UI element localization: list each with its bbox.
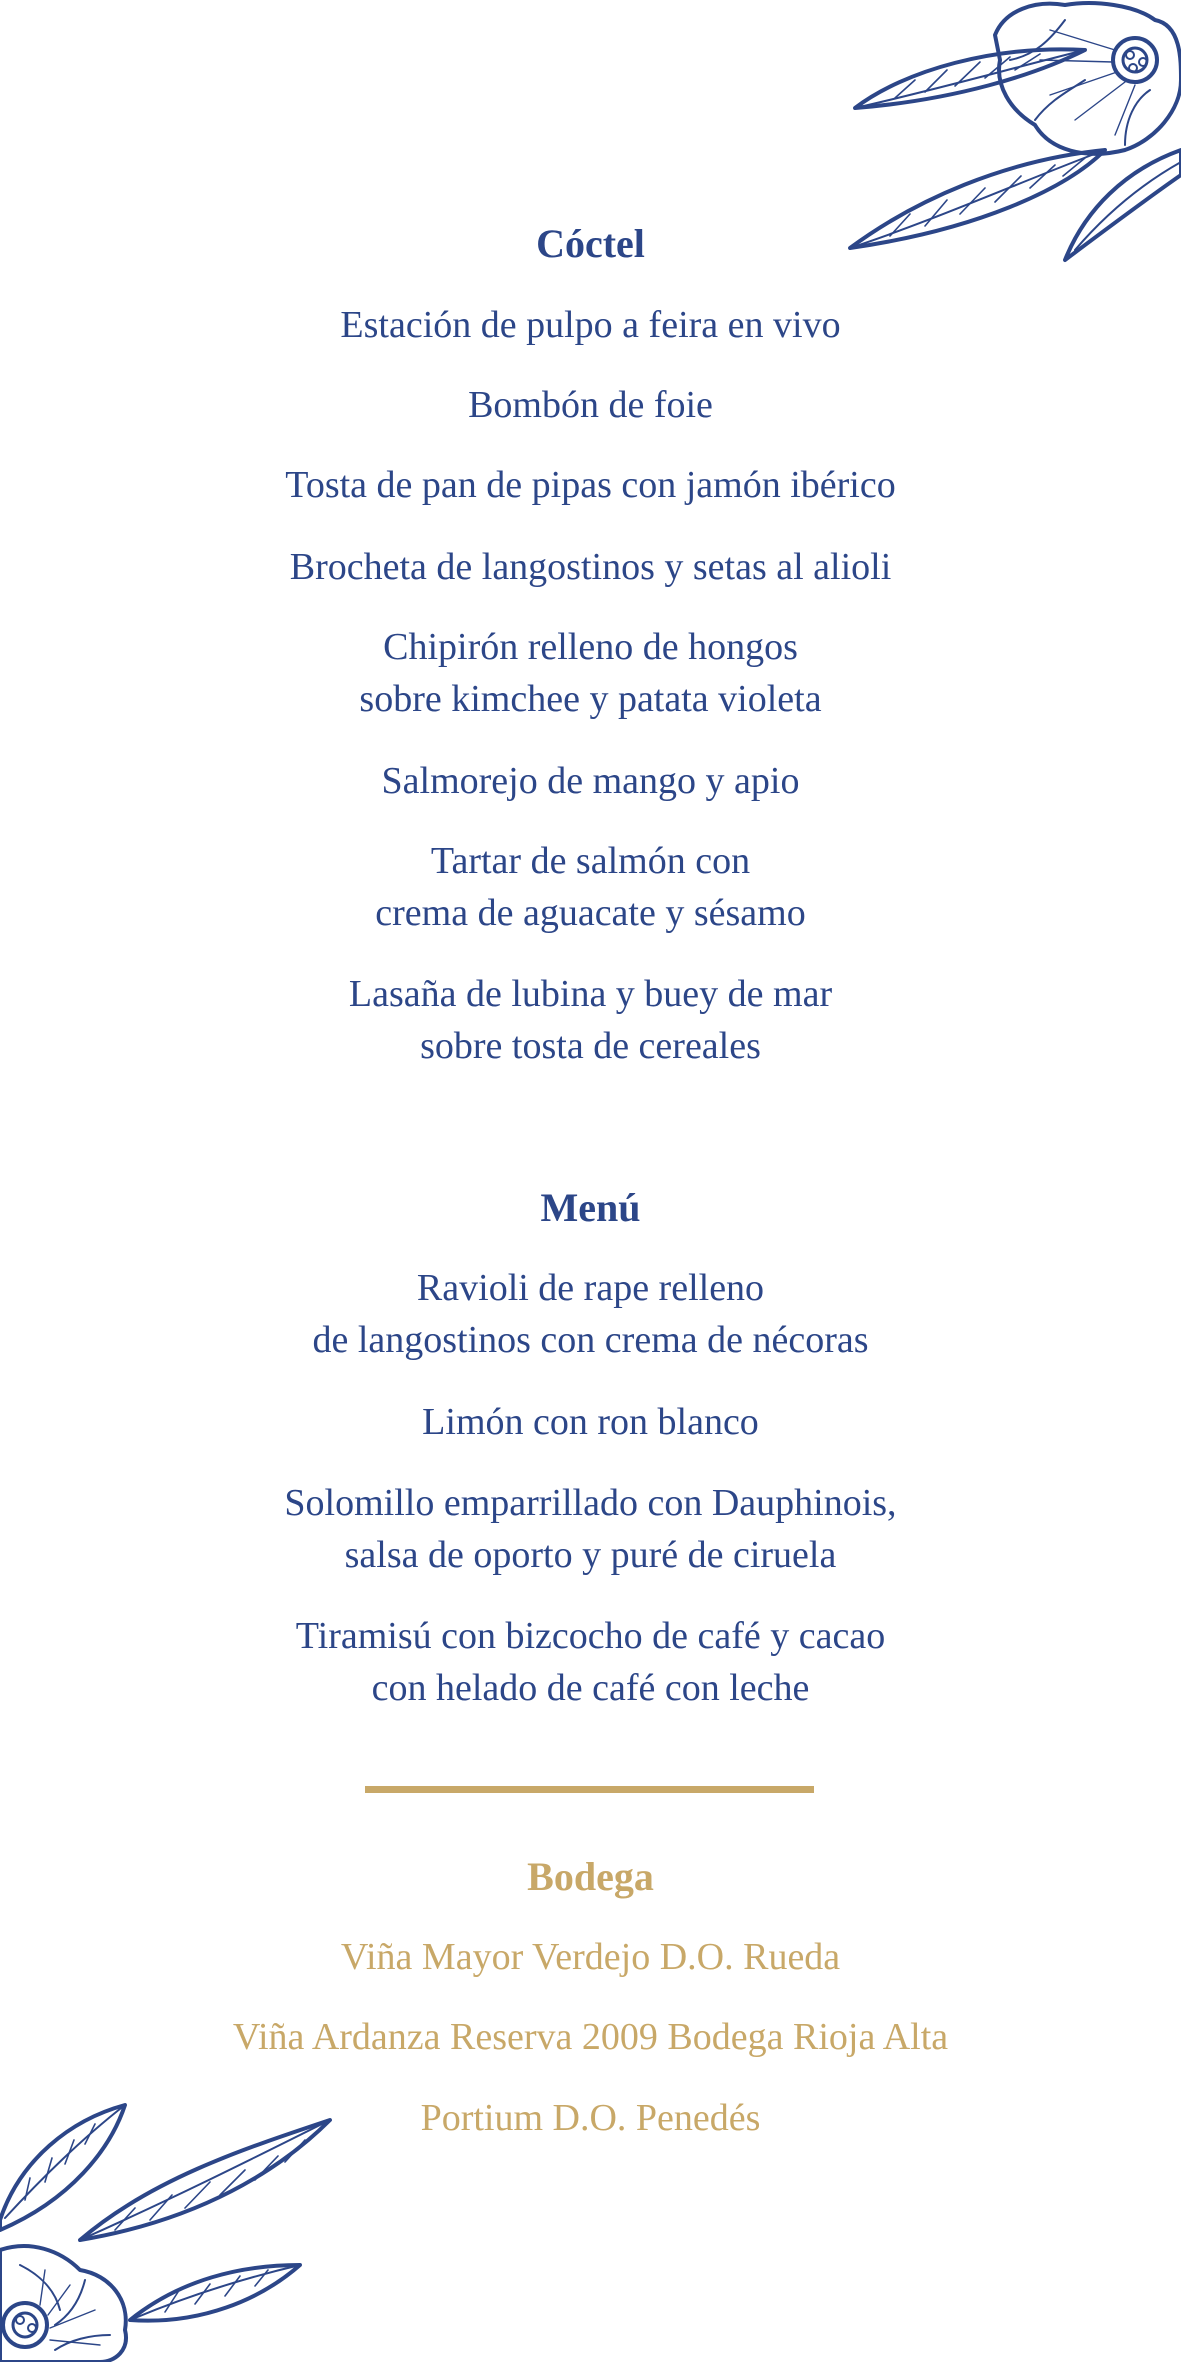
menu-section [0,1185,1181,1230]
floral-ornament-icon [0,2100,346,2362]
wine-item-text: Viña Ardanza Reserva 2009 Bodega Rioja Alta [232,2016,949,2058]
menu-item [0,1396,1181,1448]
menu-item-text: Salmorejo de mango y apio [381,760,800,802]
menu-item [0,1610,1181,1714]
coctel-item [0,459,1181,511]
menu-item-text: sobre kimchee y patata violeta [359,678,822,720]
bodega-title: Bodega [527,1854,654,1899]
menu-item-text: Tosta de pan de pipas con jamón ibérico [285,464,896,506]
menu-item-text: crema de aguacate y sésamo [375,892,806,934]
menu-item-text: Bombón de foie [468,384,713,426]
menu-item [0,1262,1181,1366]
menu-item-text: con helado de café con leche [371,1667,810,1709]
coctel-item [0,835,1181,939]
menu-item-text: Limón con ron blanco [422,1401,759,1443]
menu-item-text: sobre tosta de cereales [420,1025,761,1067]
menu-item-text: Ravioli de rape relleno [416,1267,765,1309]
bodega-section [0,1854,1181,1899]
menu-item [0,1477,1181,1581]
wine-item [0,1931,1181,1983]
menu-item-text: Lasaña de lubina y buey de mar [348,973,833,1015]
coctel-item [0,379,1181,431]
menu-item-text: Solomillo emparrillado con Dauphinois, [284,1482,897,1524]
menu-item-text: Estación de pulpo a feira en vivo [340,304,841,346]
section-divider [365,1786,814,1793]
coctel-title: Cóctel [536,221,645,266]
menu-item-text: Chipirón relleno de hongos [383,626,798,668]
menu-item-text: Brocheta de langostinos y setas al alioli [289,546,892,588]
coctel-item [0,968,1181,1072]
coctel-section [0,221,1181,266]
coctel-item [0,541,1181,593]
wine-item [0,2011,1181,2063]
coctel-item [0,621,1181,725]
wine-item-text: Portium D.O. Penedés [420,2097,761,2139]
menu-item-text: Tartar de salmón con [430,840,751,882]
coctel-item [0,755,1181,807]
menu-item-text: Tiramisú con bizcocho de café y cacao [295,1615,886,1657]
menu-item-text: de langostinos con crema de nécoras [312,1319,869,1361]
menu-title: Menú [540,1185,641,1230]
wine-item-text: Viña Mayor Verdejo D.O. Rueda [340,1936,841,1978]
menu-item-text: salsa de oporto y puré de ciruela [344,1534,837,1576]
coctel-item [0,299,1181,351]
